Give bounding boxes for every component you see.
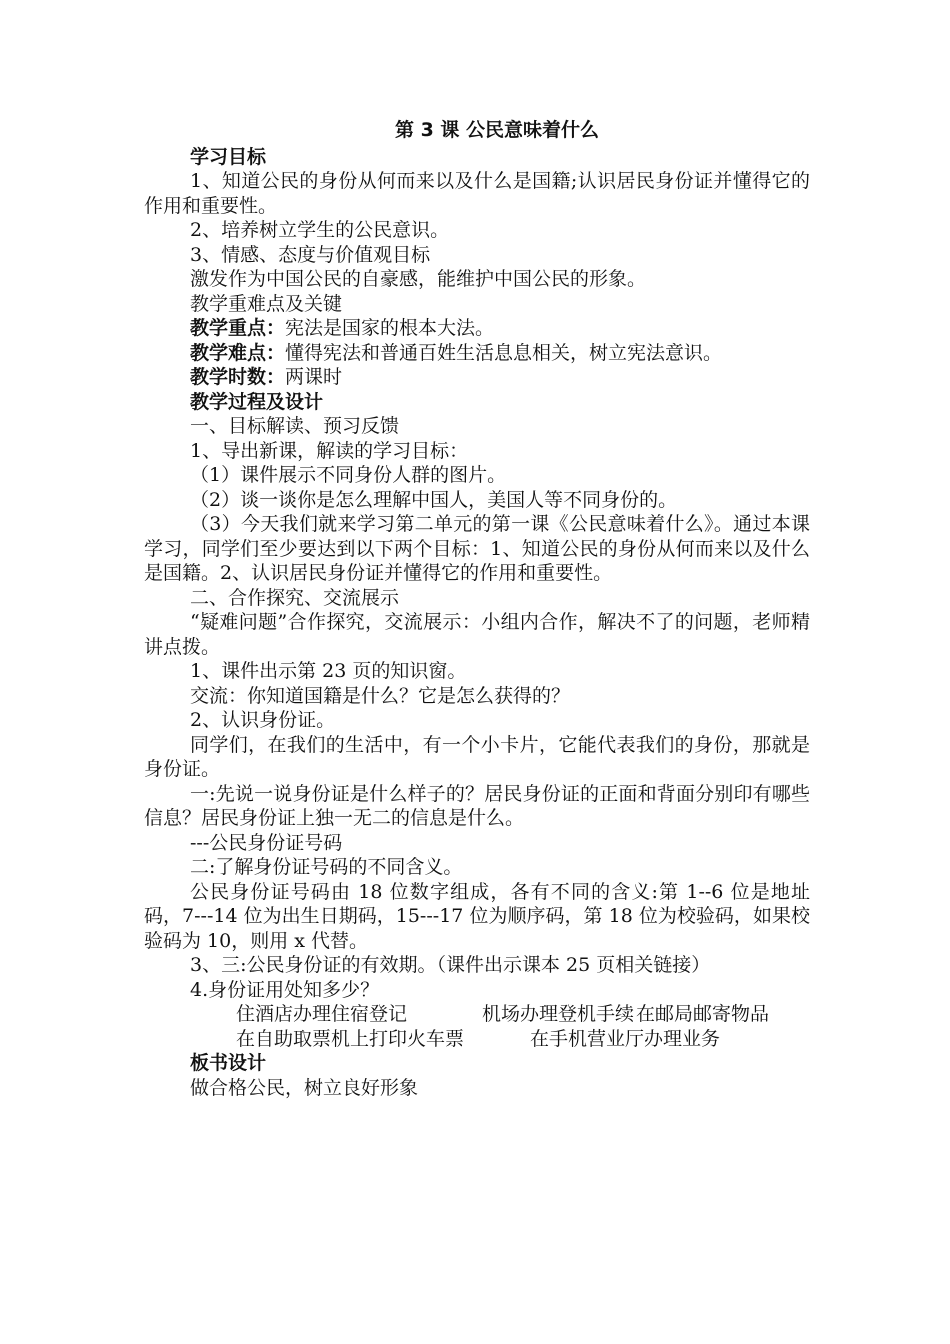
id-use-airport: 机场办理登机手续 <box>482 1003 635 1025</box>
section-1-item-1c: （3）今天我们就来学习第二单元的第一课《公民意味着什么》。通过本课学习，同学们至少要达到以下两个目标：1、知道公民的身份从何而来以及什么是国籍。2、认识居民身份证并懂得它的作用和重要性。 <box>144 513 810 584</box>
section-1-item-1: 1、导出新课，解读的学习目标： <box>190 439 469 462</box>
hours-text: 两课时 <box>285 366 343 388</box>
teaching-difficulty <box>144 341 810 366</box>
section-2-heading: 二、合作探究、交流展示 <box>190 586 400 609</box>
focus-text: 宪法是国家的根本大法。 <box>285 317 495 339</box>
section-2-item-1-question: 交流：你知道国籍是什么？它是怎么获得的？ <box>190 684 571 707</box>
section-2-item-2: 2、认识身份证。 <box>190 709 336 731</box>
section-2-item-2d: 二:了解身份证号码的不同含义。 <box>190 856 463 878</box>
teaching-hours <box>144 365 810 390</box>
difficulty-text: 懂得宪法和普通百姓生活息息相关，树立宪法意识。 <box>285 341 723 364</box>
page-title: 第 3 课 公民意味着什么 <box>394 119 600 141</box>
section-2-item-2a: 同学们，在我们的生活中，有一个小卡片，它能代表我们的身份，那就是身份证。 <box>144 733 810 780</box>
id-use-mobile: 在手机营业厅办理业务 <box>530 1027 721 1050</box>
objective-1: 1、知道公民的身份从何而来以及什么是国籍;认识居民身份证并懂得它的作用和重要性。 <box>144 170 810 217</box>
document-page <box>144 118 810 1100</box>
id-uses-row-2 <box>144 1027 810 1052</box>
section-2-item-1: 1、课件出示第 23 页的知识窗。 <box>190 660 467 682</box>
process-heading: 教学过程及设计 <box>190 390 324 413</box>
section-1-item-1b: （2）谈一谈你是怎么理解中国人，美国人等不同身份的。 <box>190 488 678 511</box>
id-uses-row-1 <box>144 1002 810 1027</box>
section-1-heading: 一、目标解读、预习反馈 <box>190 415 400 437</box>
focus-label: 教学重点： <box>190 317 286 339</box>
section-2-item-2b: 一:先说一说身份证是什么样子的？居民身份证的正面和背面分别印有哪些信息？居民身份证上独一无二的信息是什么。 <box>144 782 810 829</box>
objectives-heading: 学习目标 <box>190 145 267 168</box>
board-design-text: 做合格公民，树立良好形象 <box>190 1076 419 1099</box>
id-use-post: 在邮局邮寄物品 <box>636 1003 770 1025</box>
objective-3: 3、情感、态度与价值观目标 <box>190 243 431 266</box>
section-2-item-2e: 公民身份证号码由 18 位数字组成，各有不同的含义:第 1--6 位是地址码，7---14 位为出生日期码，15---17 位为顺序码，第 18 位为校验码，如果校验码为 10，则用 x 代替。 <box>144 880 810 952</box>
board-design-heading: 板书设计 <box>190 1052 267 1074</box>
id-use-hotel: 住酒店办理住宿登记 <box>236 1003 408 1025</box>
objective-2: 2、培养树立学生的公民意识。 <box>190 219 450 241</box>
section-2-intro: “疑难问题”合作探究，交流展示：小组内合作，解决不了的问题，老师精讲点拨。 <box>144 611 810 658</box>
id-use-ticket: 在自助取票机上打印火车票 <box>236 1027 465 1050</box>
section-1-item-1a: （1）课件展示不同身份人群的图片。 <box>190 464 507 486</box>
emotion-goal: 激发作为中国公民的自豪感，能维护中国公民的形象。 <box>190 268 647 290</box>
section-2-item-4: 4.身份证用处知多少？ <box>190 978 380 1001</box>
difficulty-label: 教学难点： <box>190 341 286 364</box>
hours-label: 教学时数： <box>190 366 286 388</box>
section-2-item-2c: ---公民身份证号码 <box>190 831 343 854</box>
key-points-heading: 教学重难点及关键 <box>190 292 343 315</box>
teaching-focus <box>144 316 810 341</box>
section-2-item-3: 3、三:公民身份证的有效期。（课件出示课本 25 页相关链接） <box>190 954 711 976</box>
